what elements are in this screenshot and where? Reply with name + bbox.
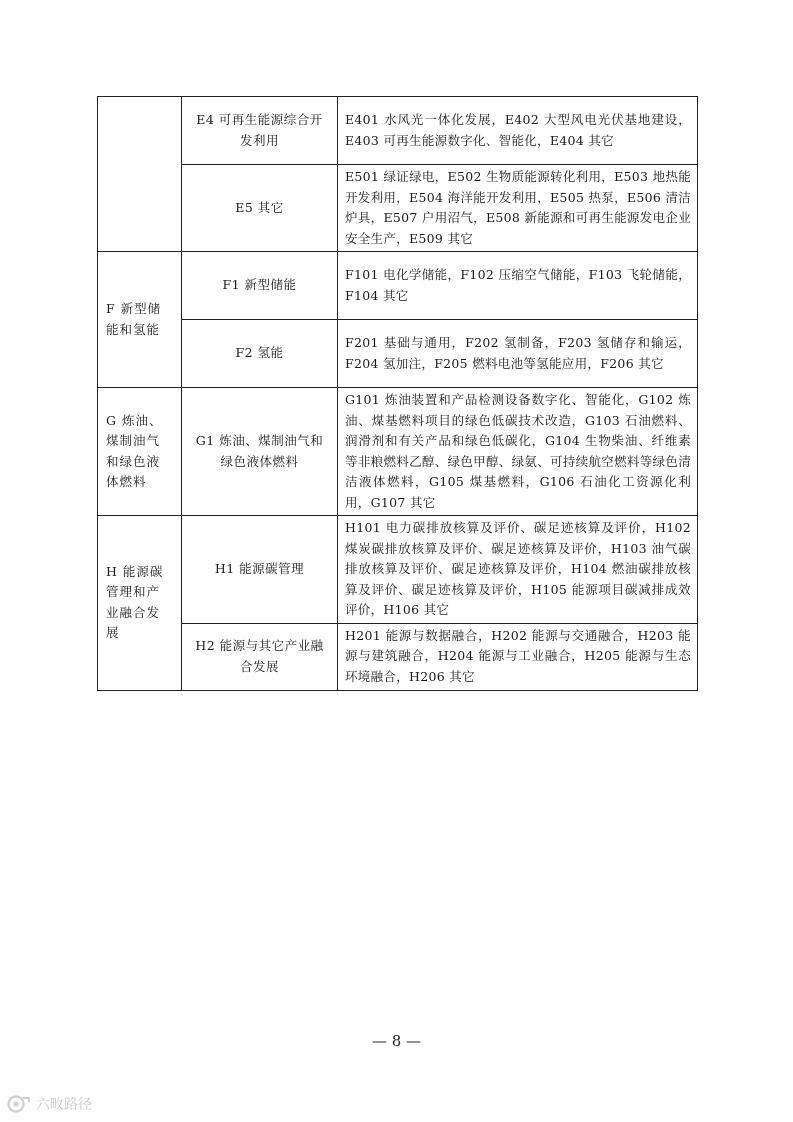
detail-h1-cell: H101 电力碳排放核算及评价、碳足迹核算及评价，H102 煤炭碳排放核算及评价、碳足迹核算及评价，H103 油气碳排放核算及评价、碳足迹核算及评价，H104 燃油碳排放核算及评价、碳足迹核算及评价，H105 能源项目碳减排成效评价，H106 其它 [338,516,698,624]
subcategory-f2-cell: F2 氢能 [182,320,338,388]
category-g-cell: G 炼油、煤制油气和绿色液体燃料 [98,388,182,516]
subcategory-h2-cell: H2 能源与其它产业融合发展 [182,623,338,690]
table-row [98,320,698,388]
detail-e5-cell: E501 绿证绿电，E502 生物质能源转化利用，E503 地热能开发利用，E504 海洋能开发利用，E505 热泵，E506 清洁炉具，E507 户用沼气，E508 新能源和可再生能源发电企业安全生产，E509 其它 [338,165,698,252]
table-row [98,516,698,624]
category-h-cell: H 能源碳管理和产业融合发展 [98,516,182,691]
page-number: — 8 — [371,1032,422,1050]
subcategory-g1-cell: G1 炼油、煤制油气和绿色液体燃料 [182,388,338,516]
detail-f1-cell: F101 电化学储能，F102 压缩空气储能，F103 飞轮储能，F104 其它 [338,252,698,320]
subcategory-h1-cell: H1 能源碳管理 [182,516,338,624]
category-e-cell [98,97,182,252]
subcategory-e4-cell: E4 可再生能源综合开发利用 [182,97,338,165]
detail-e4-cell: E401 水风光一体化发展，E402 大型风电光伏基地建设，E403 可再生能源数字化、智能化，E404 其它 [338,97,698,165]
category-f-cell: F 新型储能和氢能 [98,252,182,388]
detail-h2-cell: H201 能源与数据融合，H202 能源与交通融合，H203 能源与建筑融合，H204 能源与工业融合，H205 能源与生态环境融合，H206 其它 [338,623,698,690]
table-row [98,165,698,252]
table-row [98,623,698,690]
subcategory-f1-cell: F1 新型储能 [182,252,338,320]
watermark-logo-icon [6,1094,32,1114]
detail-f2-cell: F201 基础与通用，F202 氢制备，F203 氢储存和输运，F204 氢加注，F205 燃料电池等氢能应用，F206 其它 [338,320,698,388]
watermark [6,1094,92,1114]
subcategory-e5-cell: E5 其它 [182,165,338,252]
table-row [98,252,698,320]
detail-g1-cell: G101 炼油装置和产品检测设备数字化、智能化，G102 炼油、煤基燃料项目的绿色低碳技术改造，G103 石油燃料、润滑剂和有关产品和绿色低碳化，G104 生物柴油、纤维素等非粮燃料乙醇、绿色甲醇、绿氨、可持续航空燃料等绿色清洁液体燃料，G105 煤基燃料，G106 石油化工资源化利用，G107 其它 [338,388,698,516]
catalog-table [97,96,698,691]
watermark-text: 六畋路径 [36,1097,92,1113]
table-row [98,388,698,516]
table-row [98,97,698,165]
